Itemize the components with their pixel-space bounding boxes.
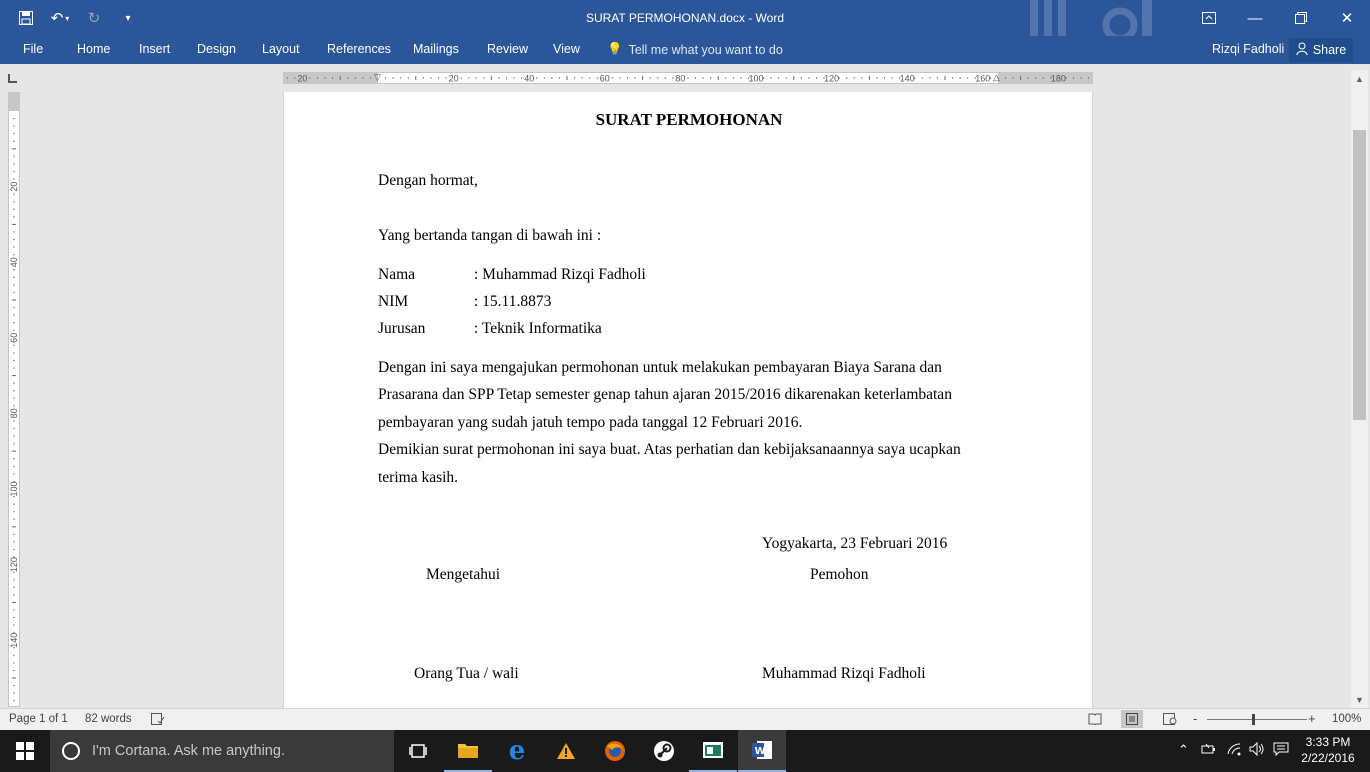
share-label: Share	[1312, 43, 1347, 57]
ruler-label: 180	[1050, 73, 1066, 83]
body-line: Prasarana dan SPP Tetap semester genap tahun ajaran 2015/2016 dikarenakan keterlambatan	[378, 386, 952, 403]
steam-icon[interactable]	[640, 730, 688, 772]
close-icon[interactable]: ✕	[1340, 10, 1354, 27]
ruler-label: 100	[748, 73, 764, 83]
scroll-down-icon[interactable]: ▼	[1355, 694, 1364, 705]
document-title: SURAT PERMOHONAN	[595, 110, 783, 129]
file-explorer-icon[interactable]	[444, 730, 492, 772]
body-line: pembayaran yang sudah jatuh tempo pada tanggal 12 Februari 2016.	[378, 414, 803, 431]
notification-icon[interactable]	[1273, 742, 1289, 759]
warning-app-icon[interactable]	[542, 730, 590, 772]
field-label-jurusan: Jurusan	[378, 320, 426, 337]
ruler-label: 40	[9, 257, 19, 268]
ruler-label: 100	[9, 481, 19, 497]
left-signer: Orang Tua / wali	[414, 665, 519, 682]
minimize-icon[interactable]: —	[1247, 9, 1263, 27]
wifi-icon[interactable]	[1226, 742, 1242, 759]
ruler-label: 140	[9, 632, 19, 648]
tab-selector[interactable]	[0, 64, 27, 92]
zoom-level[interactable]: 100%	[1332, 713, 1362, 725]
status-bar	[0, 708, 1370, 730]
print-layout-icon[interactable]	[1121, 710, 1143, 728]
tab-layout[interactable]: Layout	[262, 42, 300, 56]
web-layout-icon[interactable]	[1163, 713, 1177, 728]
ruler-label: 80	[9, 408, 19, 419]
vertical-ruler-ticks	[9, 93, 19, 706]
field-value-nama: : Muhammad Rizqi Fadholi	[474, 266, 646, 283]
document-page[interactable]	[283, 92, 1093, 708]
body-line: Demikian surat permohonan ini saya buat. Atas perhatian dan kebijaksanaannya saya ucapkan	[378, 441, 961, 458]
firefox-icon[interactable]	[591, 730, 639, 772]
ribbon-display-options-icon[interactable]	[1186, 0, 1232, 36]
share-button[interactable]	[1289, 38, 1353, 62]
ruler-ticks	[284, 73, 1092, 83]
tab-insert[interactable]: Insert	[139, 42, 171, 56]
ribbon-tabs	[0, 36, 1370, 64]
intro-line: Yang bertanda tangan di bawah ini :	[378, 227, 602, 244]
right-indent-marker[interactable]: △	[993, 72, 1000, 82]
clock-time: 3:33 PM	[1305, 735, 1351, 749]
proofing-icon[interactable]	[151, 713, 165, 728]
window-title: SURAT PERMOHONAN.docx - Word	[585, 11, 785, 25]
ruler-label: 60	[9, 332, 19, 343]
field-value-nim: : 15.11.8873	[474, 293, 552, 310]
clock-date: 2/22/2016	[1301, 751, 1355, 765]
person-icon	[1296, 42, 1308, 58]
left-role: Mengetahui	[426, 566, 501, 583]
right-role: Pemohon	[810, 566, 869, 583]
body-line: terima kasih.	[378, 469, 459, 486]
ruler-label: 20	[9, 181, 19, 192]
tab-mailings[interactable]: Mailings	[413, 42, 459, 56]
power-icon[interactable]	[1200, 742, 1216, 759]
lightbulb-icon: 💡	[607, 42, 623, 56]
horizontal-ruler[interactable]	[283, 72, 1093, 84]
tab-design[interactable]: Design	[197, 42, 236, 56]
ruler-label: 120	[824, 73, 840, 83]
tab-references[interactable]: References	[327, 42, 391, 56]
windows-icon	[16, 742, 34, 760]
word-icon[interactable]	[738, 730, 786, 772]
page-count[interactable]: Page 1 of 1	[9, 713, 68, 725]
tab-review[interactable]: Review	[487, 42, 528, 56]
scroll-thumb[interactable]	[1353, 130, 1366, 420]
word-count[interactable]: 82 words	[85, 713, 132, 725]
ruler-label: 20	[448, 73, 459, 83]
ruler-label: 40	[524, 73, 535, 83]
zoom-slider-thumb[interactable]	[1252, 714, 1255, 725]
edge-icon[interactable]: e	[508, 736, 526, 766]
tab-file[interactable]: File	[23, 42, 44, 56]
tell-me-label: Tell me what you want to do	[628, 42, 783, 57]
scroll-up-icon[interactable]: ▲	[1355, 73, 1364, 84]
ruler-label: 20	[297, 73, 308, 83]
system-clock[interactable]	[1296, 734, 1360, 766]
place-date: Yogyakarta, 23 Februari 2016	[762, 535, 948, 552]
cortana-icon	[62, 742, 80, 760]
cortana-search[interactable]	[50, 730, 394, 772]
vertical-scrollbar[interactable]	[1351, 70, 1368, 708]
zoom-out-button[interactable]: -	[1193, 711, 1198, 726]
restore-icon[interactable]	[1278, 0, 1324, 36]
undo-icon[interactable]: ↶ ▾	[50, 10, 70, 27]
vertical-ruler	[8, 92, 20, 707]
title-bar	[0, 0, 1370, 36]
field-label-nim: NIM	[378, 293, 409, 310]
field-label-nama: Nama	[378, 266, 416, 283]
tell-me-search[interactable]	[607, 42, 783, 57]
right-signer: Muhammad Rizqi Fadholi	[762, 665, 926, 682]
desktop-app-icon[interactable]	[689, 730, 737, 772]
tab-home[interactable]: Home	[77, 42, 111, 56]
zoom-slider[interactable]	[1207, 719, 1307, 720]
redo-icon[interactable]: ↻	[87, 10, 101, 27]
ruler-label: 80	[675, 73, 686, 83]
volume-icon[interactable]	[1249, 742, 1265, 759]
show-hidden-icons-icon[interactable]: ⌃	[1178, 742, 1189, 757]
cortana-placeholder: I'm Cortana. Ask me anything.	[92, 743, 285, 759]
read-mode-icon[interactable]	[1088, 713, 1102, 728]
ruler-label: 120	[9, 557, 19, 573]
user-name[interactable]: Rizqi Fadholi	[1212, 42, 1285, 56]
greeting: Dengan hormat,	[378, 172, 478, 189]
body-line: Dengan ini saya mengajukan permohonan untuk melakukan pembayaran Biaya Sarana dan	[378, 359, 942, 376]
customize-qat-icon[interactable]: ▾	[125, 12, 131, 24]
ruler-label: 140	[899, 73, 915, 83]
tab-view[interactable]: View	[553, 42, 580, 56]
first-line-indent-marker[interactable]: ▽	[374, 72, 381, 82]
svg-text:W: W	[754, 746, 766, 757]
ruler-label: 160	[975, 73, 991, 83]
ruler-label: 60	[599, 73, 610, 83]
zoom-in-button[interactable]: +	[1308, 711, 1316, 726]
task-view-icon[interactable]	[394, 730, 442, 772]
taskbar	[0, 730, 1370, 772]
field-value-jurusan: : Teknik Informatika	[474, 320, 602, 337]
start-button[interactable]	[0, 730, 50, 772]
